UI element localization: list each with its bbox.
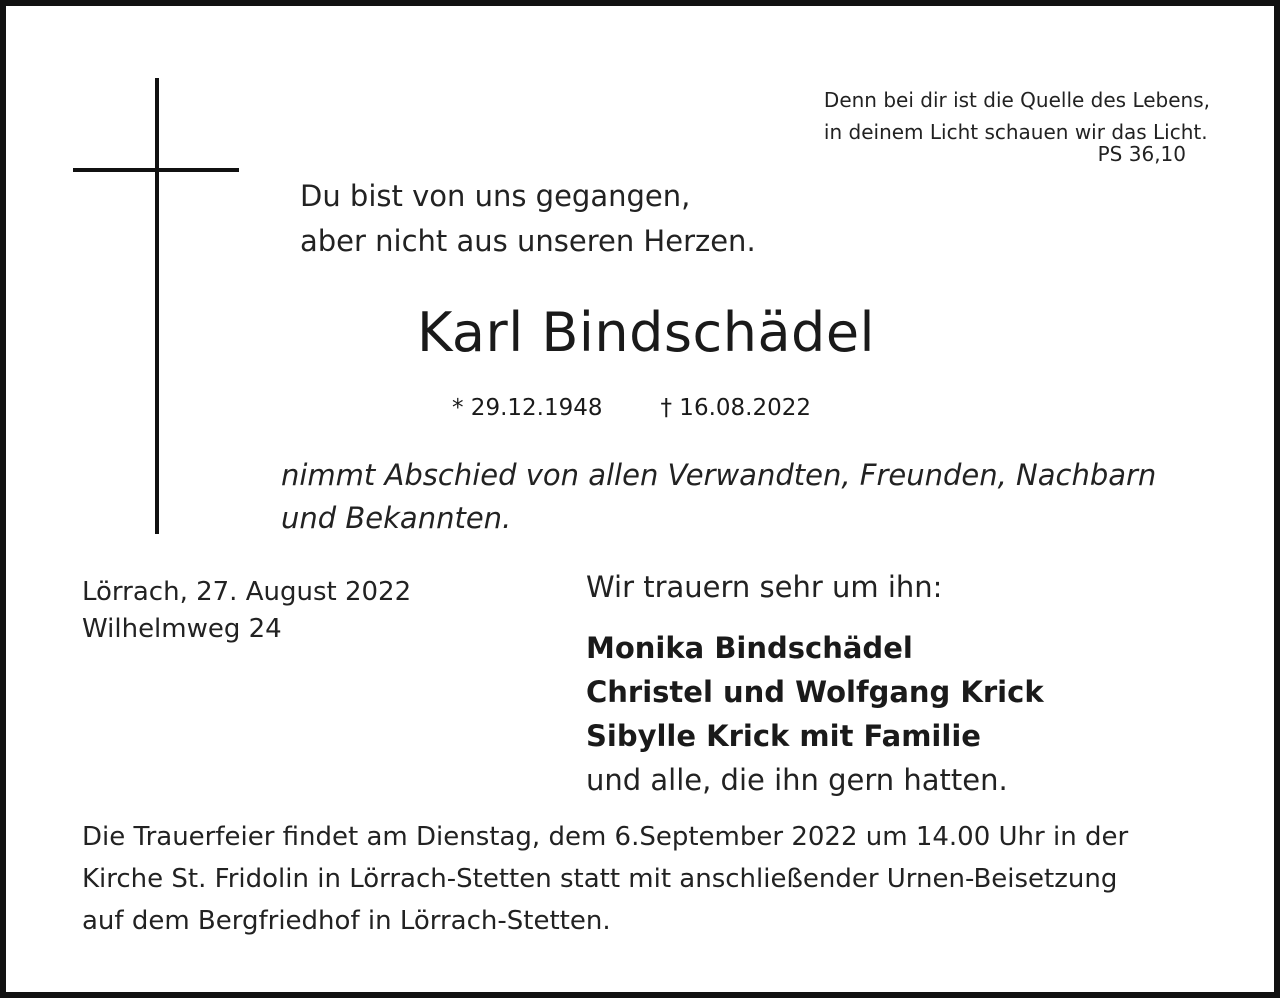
death-date: † 16.08.2022 — [660, 395, 811, 421]
intro-line-1: Du bist von uns gegangen, — [300, 179, 691, 213]
intro-text — [300, 174, 756, 264]
life-dates — [452, 392, 811, 424]
address: Wilhelmweg 24 — [82, 614, 282, 644]
farewell-line-1: nimmt Abschied von allen Verwandten, Freunden, Nachbarn — [281, 458, 1157, 492]
deceased-name: Karl Bindschädel — [416, 301, 876, 364]
service-line-3: auf dem Bergfriedhof in Lörrach-Stetten. — [82, 906, 611, 936]
birth-date: * 29.12.1948 — [452, 395, 603, 421]
bible-verse — [766, 84, 1210, 148]
verse-line-1: Denn bei dir ist die Quelle des Lebens, — [823, 88, 1210, 112]
mourner-name: Monika Bindschädel — [586, 631, 913, 665]
mourners-list — [586, 626, 1044, 802]
cross-horizontal-bar — [73, 168, 239, 172]
intro-line-2: aber nicht aus unseren Herzen. — [300, 224, 756, 258]
service-line-2: Kirche St. Fridolin in Lörrach-Stetten statt mit anschließender Urnen-Beisetzung — [82, 864, 1118, 894]
verse-line-2: in deinem Licht schauen wir das Licht. — [823, 120, 1208, 144]
mourner-name: Sibylle Krick mit Familie — [586, 719, 981, 753]
farewell-text — [281, 454, 1241, 540]
city-date: Lörrach, 27. August 2022 — [82, 577, 412, 607]
mourners-heading: Wir trauern sehr um ihn: — [586, 570, 943, 604]
farewell-line-2: und Bekannten. — [281, 501, 512, 535]
mourners-closing: und alle, die ihn gern hatten. — [586, 763, 1008, 797]
funeral-service-info — [82, 816, 1232, 942]
verse-reference: PS 36,10 — [1097, 142, 1186, 166]
place-and-date — [82, 574, 411, 648]
mourner-name: Christel und Wolfgang Krick — [586, 675, 1044, 709]
service-line-1: Die Trauerfeier findet am Dienstag, dem 6.September 2022 um 14.00 Uhr in der — [82, 822, 1129, 852]
